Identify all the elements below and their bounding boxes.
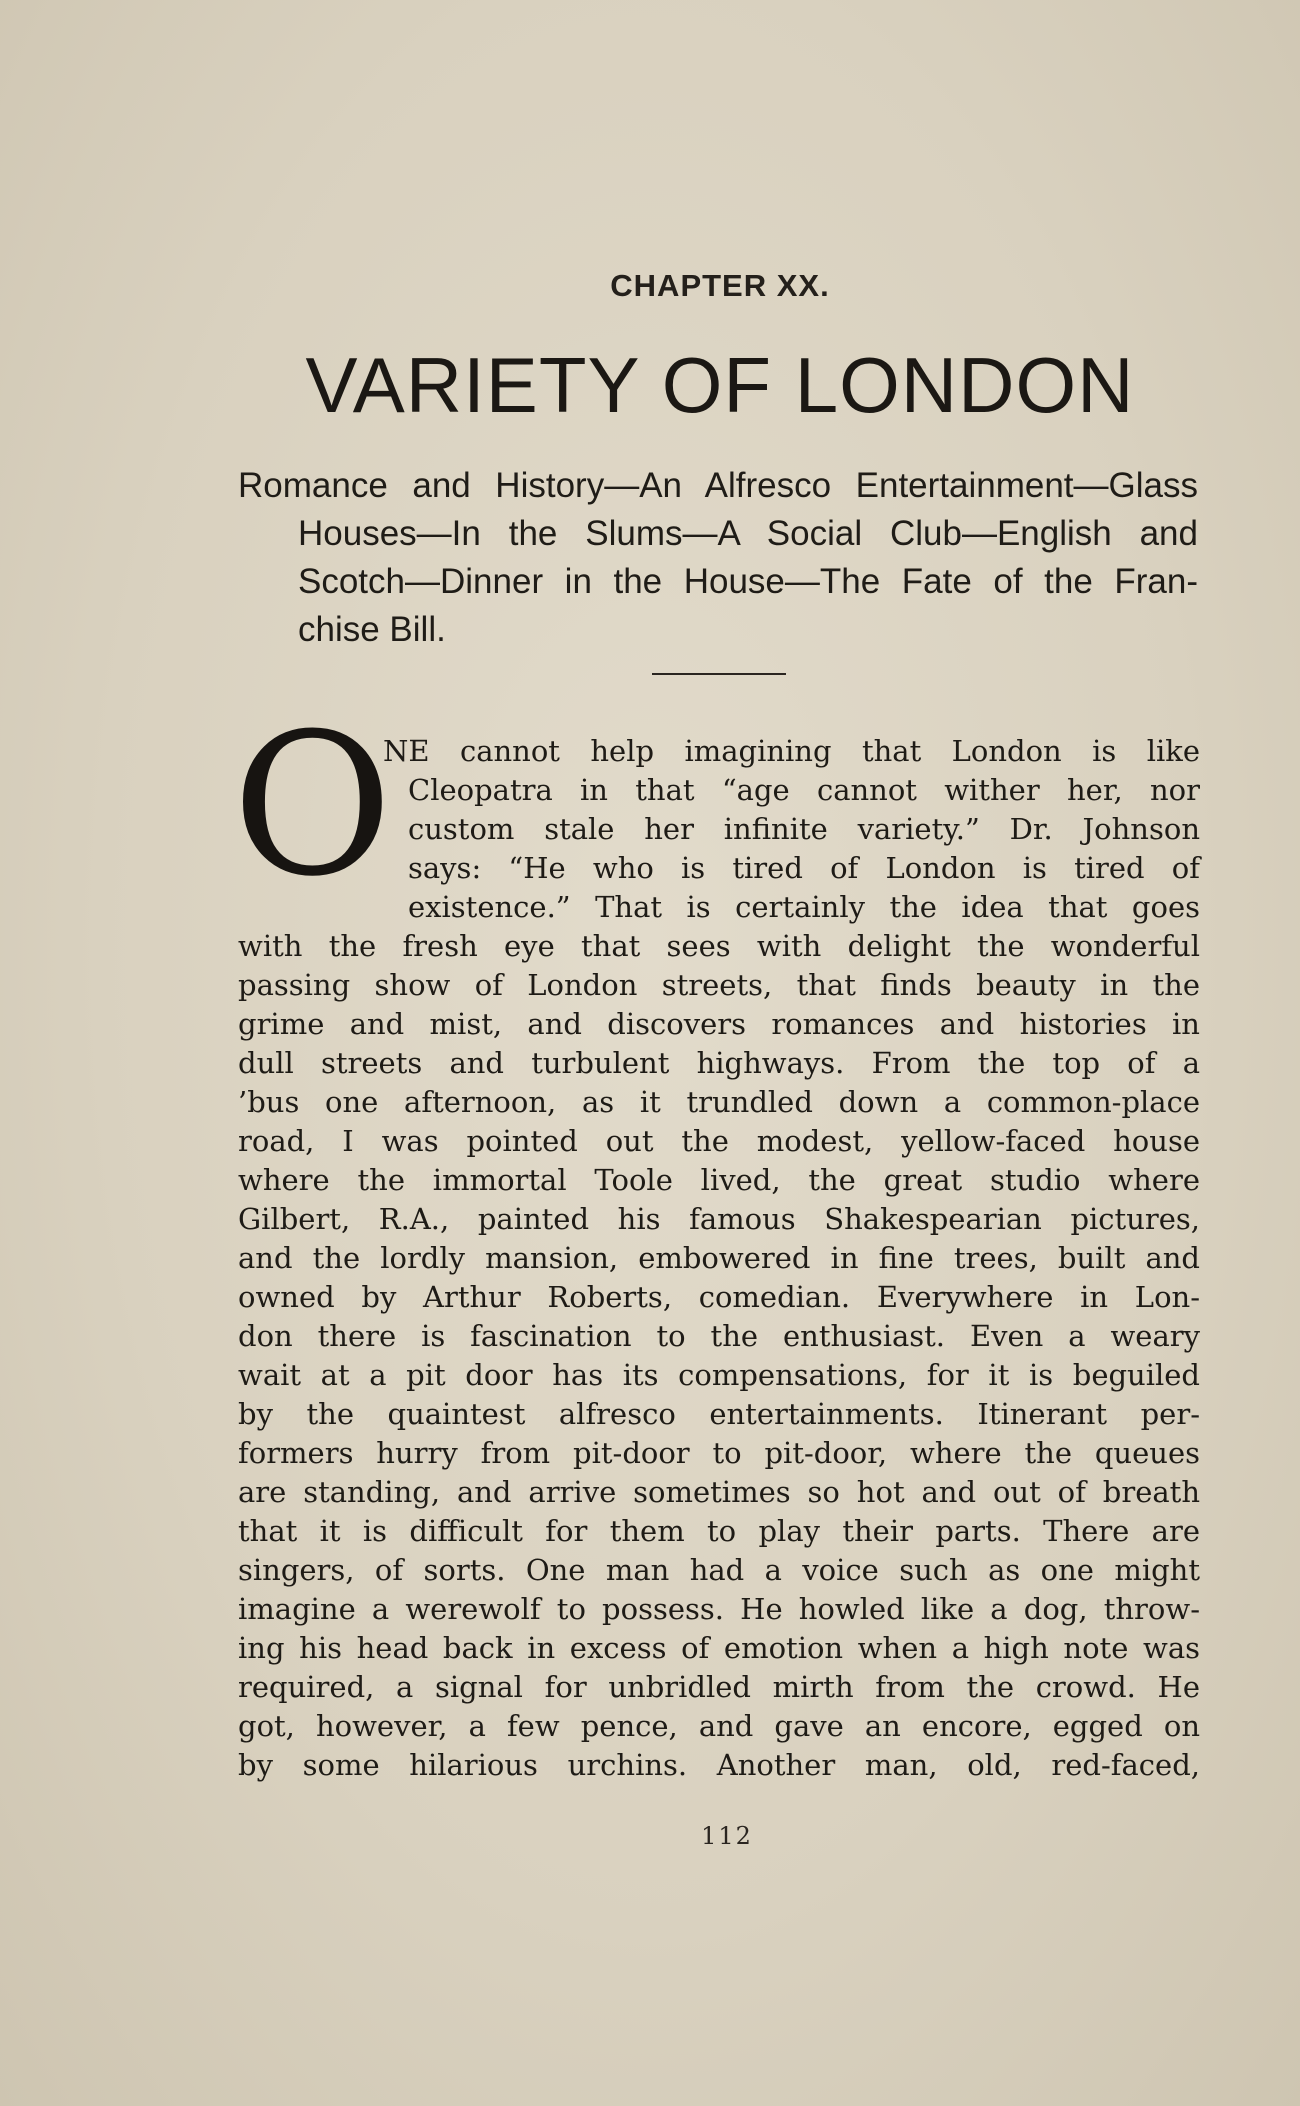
text-line: custom stale her infinite variety.” Dr. Johnson bbox=[408, 812, 1200, 846]
chapter-title: VARIETY OF LONDON bbox=[305, 341, 1135, 429]
text-line: grime and mist, and discovers romances and histories in bbox=[238, 1007, 1200, 1041]
text-line: where the immortal Toole lived, the great studio where bbox=[238, 1163, 1200, 1197]
text-line: NE cannot help imagining that London is like bbox=[383, 734, 1200, 768]
text-line: required, a signal for unbridled mirth from the crowd. He bbox=[238, 1670, 1200, 1704]
text-line: formers hurry from pit-door to pit-door, where the queues bbox=[238, 1436, 1200, 1470]
text-line: with the fresh eye that sees with delight the wonderful bbox=[238, 929, 1200, 963]
chapter-synopsis bbox=[238, 462, 1198, 654]
text-line: Cleopatra in that “age cannot wither her, nor bbox=[408, 773, 1200, 807]
synopsis-line: Scotch—Dinner in the House—The Fate of the Fran- bbox=[298, 562, 1198, 601]
text-line: and the lordly mansion, embowered in fine trees, built and bbox=[238, 1241, 1200, 1275]
text-line: owned by Arthur Roberts, comedian. Everywhere in Lon- bbox=[238, 1280, 1200, 1314]
text-line: wait at a pit door has its compensations, for it is beguiled bbox=[238, 1358, 1200, 1392]
text-line: says: “He who is tired of London is tired of bbox=[408, 851, 1200, 885]
page-number: 112 bbox=[701, 1822, 753, 1850]
drop-cap: O bbox=[232, 692, 393, 920]
text-line: dull streets and turbulent highways. From the top of a bbox=[238, 1046, 1200, 1080]
text-line: that it is difficult for them to play their parts. There are bbox=[238, 1514, 1200, 1548]
synopsis-line: Romance and History—An Alfresco Entertainment—Glass bbox=[238, 466, 1198, 505]
text-line: ing his head back in excess of emotion when a high note was bbox=[238, 1631, 1200, 1665]
text-line: passing show of London streets, that finds beauty in the bbox=[238, 968, 1200, 1002]
text-line: existence.” That is certainly the idea that goes bbox=[408, 890, 1200, 924]
text-line: don there is fascination to the enthusiast. Even a weary bbox=[238, 1319, 1200, 1353]
text-line: road, I was pointed out the modest, yellow-faced house bbox=[238, 1124, 1200, 1158]
synopsis-line: Houses—In the Slums—A Social Club—English and bbox=[298, 514, 1198, 553]
text-line: by the quaintest alfresco entertainments. Itinerant per- bbox=[238, 1397, 1200, 1431]
text-line: singers, of sorts. One man had a voice such as one might bbox=[238, 1553, 1200, 1587]
chapter-number: CHAPTER XX. bbox=[610, 268, 830, 303]
synopsis-line: chise Bill. bbox=[298, 610, 446, 649]
text-line: got, however, a few pence, and gave an encore, egged on bbox=[238, 1709, 1200, 1743]
body-paragraph bbox=[238, 732, 1200, 1785]
text-line: Gilbert, R.A., painted his famous Shakespearian pictures, bbox=[238, 1202, 1200, 1236]
text-line: imagine a werewolf to possess. He howled like a dog, throw- bbox=[238, 1592, 1200, 1626]
text-line: by some hilarious urchins. Another man, old, red-faced, bbox=[238, 1748, 1200, 1782]
text-line: ’bus one afternoon, as it trundled down a common-place bbox=[238, 1085, 1200, 1119]
text-line: are standing, and arrive sometimes so hot and out of breath bbox=[238, 1475, 1200, 1509]
section-divider bbox=[652, 673, 786, 675]
